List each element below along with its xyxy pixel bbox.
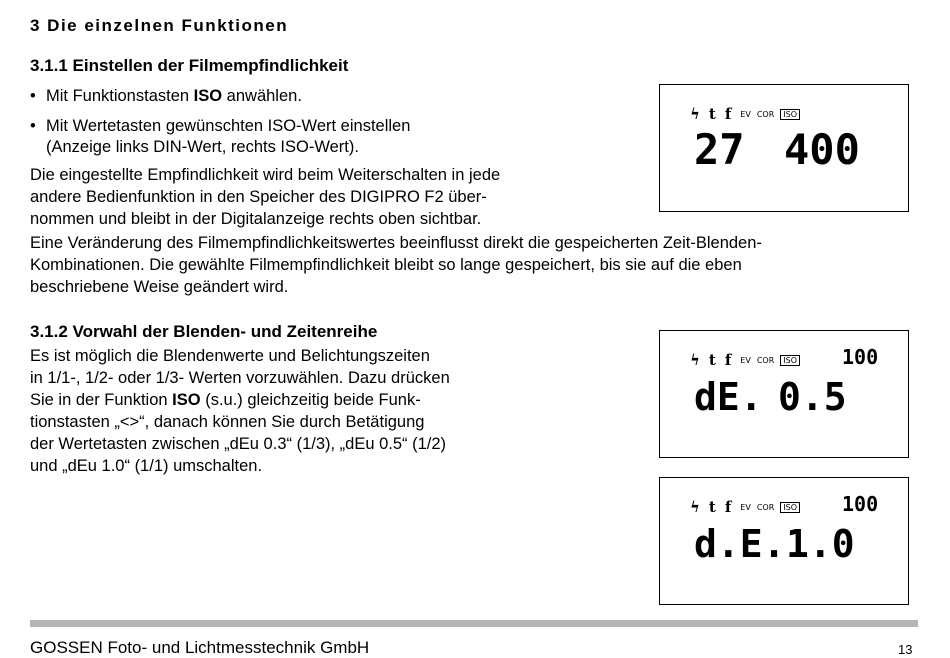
para2-line3: beschriebene Weise geändert wird. [30, 278, 289, 296]
ev-indicator: EV [740, 503, 751, 512]
s2-line3 [30, 389, 450, 411]
lcd-deu-label: dE. [694, 375, 763, 419]
s2-line3-post: (s.u.) gleichzeitig beide Funk- [200, 391, 421, 409]
lcd-indicator-row [690, 105, 809, 123]
section-title-aperture-series: 3.1.2 Vorwahl der Blenden- und Zeitenreihe [30, 322, 378, 341]
flash-icon: ϟ [690, 105, 700, 123]
lcd-iso-value: 400 [784, 125, 860, 174]
iso-indicator: ISO [780, 109, 800, 120]
bullet-dot-icon: • [30, 117, 36, 135]
page-number: 13 [898, 642, 913, 657]
s2-line3-bold: ISO [172, 391, 201, 409]
para2-line2: Kombinationen. Die gewählte Filmempfindlichkeit bleibt so lange gespeichert, bis sie auf die eben [30, 256, 742, 274]
paragraph-storage [30, 164, 500, 230]
footer-company: GOSSEN Foto- und Lichtmesstechnik GmbH [30, 638, 370, 657]
section-title-film-sensitivity: 3.1.1 Einstellen der Filmempfindlichkeit [30, 56, 349, 75]
bullet-item-iso-value [30, 116, 410, 137]
footer-divider [30, 620, 918, 627]
lcd-deu-label: d.E. [694, 522, 786, 566]
lcd-din-value: 27 [694, 125, 745, 174]
ev-indicator: EV [740, 356, 751, 365]
bullet1-bold: ISO [193, 87, 223, 105]
time-indicator: t [708, 351, 716, 369]
bullet1-pre: Mit Funktionstasten [46, 87, 194, 105]
paragraph-preselection [30, 345, 450, 477]
para1-line3: nommen und bleibt in der Digitalanzeige rechts oben sichtbar. [30, 210, 482, 228]
aperture-indicator: f [724, 498, 732, 516]
s2-line6: und „dEu 1.0“ (1/1) umschalten. [30, 457, 263, 475]
iso-indicator: ISO [780, 502, 800, 513]
flash-icon: ϟ [690, 498, 700, 516]
para1-line1: Die eingestellte Empfindlichkeit wird beim Weiterschalten in jede [30, 166, 501, 184]
bullet2-line2: (Anzeige links DIN-Wert, rechts ISO-Wert). [46, 138, 359, 156]
s2-line2: in 1/1-, 1/2- oder 1/3- Werten vorzuwählen. Dazu drücken [30, 369, 450, 387]
bullet-dot-icon: • [30, 87, 36, 105]
aperture-indicator: f [724, 105, 732, 123]
aperture-indicator: f [724, 351, 732, 369]
s2-line1: Es ist möglich die Blendenwerte und Belichtungszeiten [30, 347, 430, 365]
ev-indicator: EV [740, 110, 751, 119]
iso-indicator: ISO [780, 355, 800, 366]
bullet1-post: anwählen. [222, 87, 302, 105]
cor-indicator: COR [756, 110, 775, 119]
lcd-indicator-row [690, 498, 809, 516]
cor-indicator: COR [756, 503, 775, 512]
time-indicator: t [708, 498, 716, 516]
lcd-indicator-row [690, 351, 809, 369]
para1-line2: andere Bedienfunktion in den Speicher des DIGIPRO F2 über- [30, 188, 487, 206]
bullet2-line1: Mit Wertetasten gewünschten ISO-Wert einstellen [46, 117, 411, 135]
lcd-deu-value: 0.5 [778, 375, 847, 419]
paragraph-change [30, 232, 762, 298]
bullet-item-iso-select [30, 86, 302, 107]
chapter-heading: 3 Die einzelnen Funktionen [30, 16, 289, 35]
time-indicator: t [708, 105, 716, 123]
flash-icon: ϟ [690, 351, 700, 369]
lcd-top-iso-value: 100 [842, 345, 879, 369]
s2-line5: der Wertetasten zwischen „dEu 0.3“ (1/3), „dEu 0.5“ (1/2) [30, 435, 447, 453]
lcd-display-deu-05 [659, 330, 909, 458]
s2-line4: tionstasten „<>“, danach können Sie durch Betätigung [30, 413, 425, 431]
lcd-deu-value: 1.0 [786, 522, 855, 566]
cor-indicator: COR [756, 356, 775, 365]
lcd-display-deu-10 [659, 477, 909, 605]
lcd-top-iso-value: 100 [842, 492, 879, 516]
s2-line3-pre: Sie in der Funktion [30, 391, 173, 409]
para2-line1: Eine Veränderung des Filmempfindlichkeitswertes beeinflusst direkt die gespeicherten Zeit-Blenden- [30, 234, 762, 252]
lcd-display-iso [659, 84, 909, 212]
